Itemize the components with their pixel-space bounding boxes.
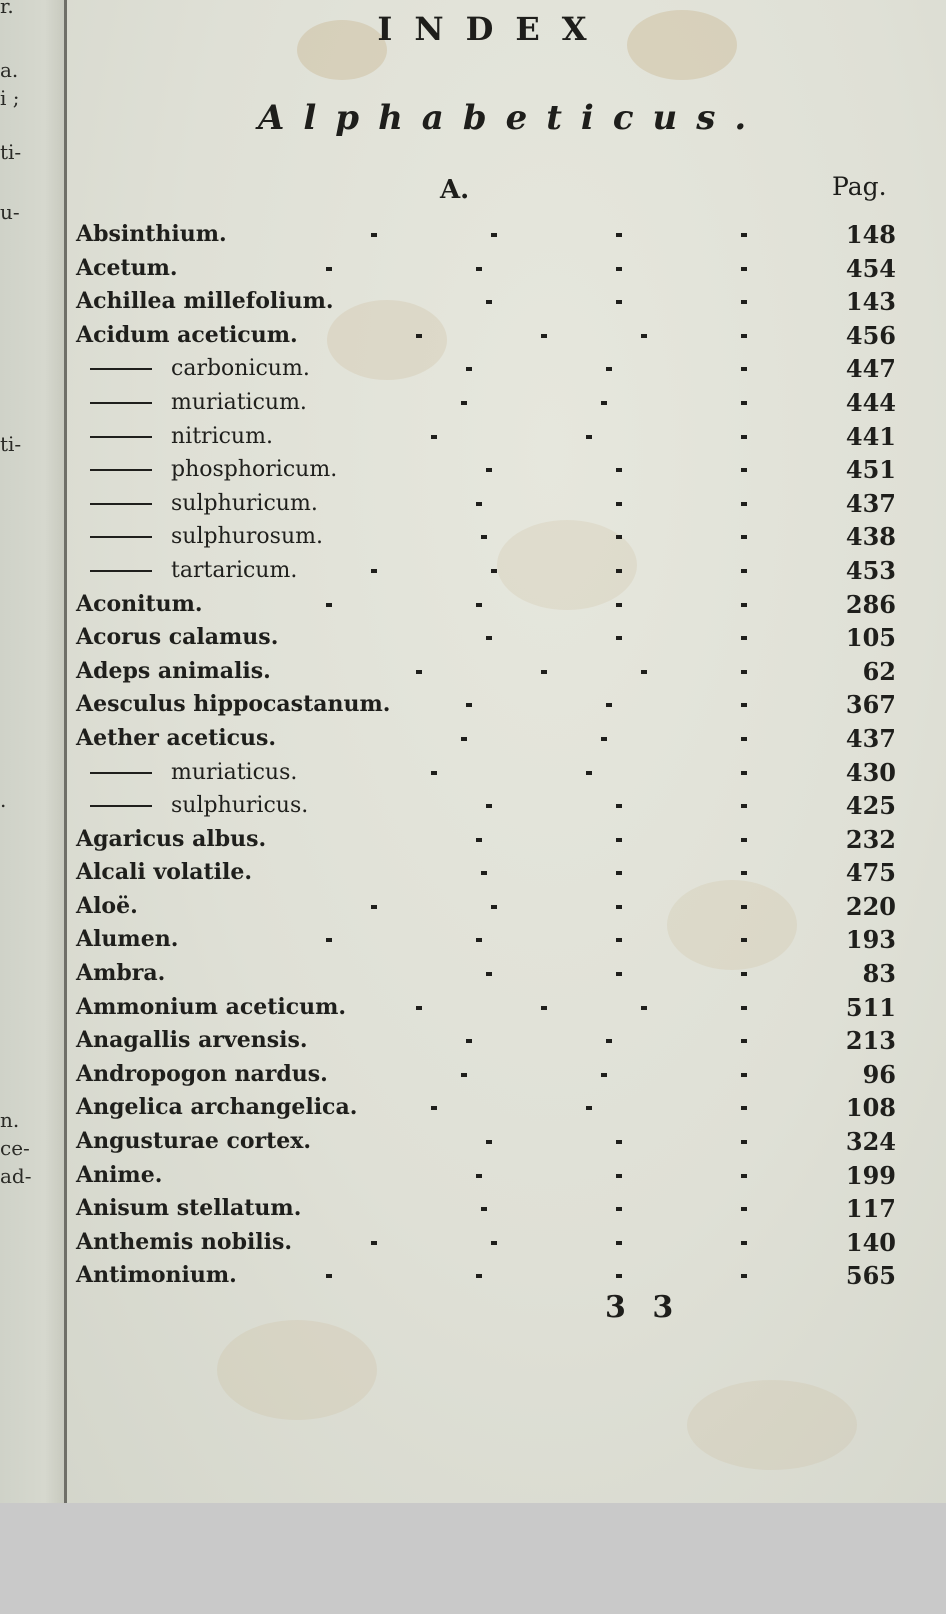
leader-dot <box>741 300 747 304</box>
index-entry <box>76 688 896 722</box>
entry-page-number: 565 <box>845 1261 896 1291</box>
margin-fragment: u- <box>0 200 20 224</box>
index-entry <box>76 1259 896 1293</box>
leader-dot <box>741 334 747 338</box>
leader-dot <box>616 535 622 539</box>
entry-page-number: 438 <box>845 522 896 552</box>
leader-dot <box>616 871 622 875</box>
index-entry <box>76 218 896 252</box>
entry-name: Aesculus hippocastanum. <box>76 691 391 718</box>
leader-dot <box>476 502 482 506</box>
leader-dot <box>741 670 747 674</box>
entry-page-number: 437 <box>845 488 896 518</box>
index-entry <box>76 1159 896 1193</box>
leader-dot <box>541 1006 547 1010</box>
leader-dot <box>616 1274 622 1278</box>
entry-page-number: 425 <box>845 791 896 821</box>
leader-dot <box>616 300 622 304</box>
entry-page-number: 475 <box>845 858 896 888</box>
margin-fragment: ti- <box>0 140 22 164</box>
entry-page-number: 444 <box>845 387 896 417</box>
leader-dot <box>481 1207 487 1211</box>
leader-dot <box>741 502 747 506</box>
entry-name: Angelica archangelica. <box>76 1094 358 1121</box>
entry-name: Aether aceticus. <box>76 724 277 751</box>
margin-fragment: r. <box>0 0 14 18</box>
ditto-dash <box>90 570 152 572</box>
entry-page-number: 96 <box>862 1059 896 1089</box>
leader-dot <box>476 1274 482 1278</box>
index-entry <box>76 1226 896 1260</box>
leader-dot <box>741 1073 747 1077</box>
entry-name: Andropogon nardus. <box>76 1060 328 1087</box>
entry-name: Acetum. <box>76 254 178 281</box>
entry-name: tartaricum. <box>171 557 298 583</box>
entry-page-number: 232 <box>845 824 896 854</box>
leader-dot <box>416 334 422 338</box>
entry-name: carbonicum. <box>171 356 310 382</box>
leader-dot <box>741 535 747 539</box>
leader-dot <box>491 233 497 237</box>
leader-dot <box>641 334 647 338</box>
leader-dot <box>461 1073 467 1077</box>
leader-dot <box>741 703 747 707</box>
index-entry <box>76 991 896 1025</box>
leader-dot <box>586 435 592 439</box>
margin-fragment: n. <box>0 1108 20 1132</box>
entry-name: Antimonium. <box>76 1262 237 1289</box>
leader-dot <box>371 233 377 237</box>
index-entry <box>76 789 896 823</box>
entry-name: Anisum stellatum. <box>76 1195 302 1222</box>
leader-dot <box>741 468 747 472</box>
ditto-dash <box>90 469 152 471</box>
leader-dot <box>431 435 437 439</box>
entry-page-number: 140 <box>845 1227 896 1257</box>
entry-page-number: 511 <box>845 992 896 1022</box>
leader-dot <box>486 300 492 304</box>
leader-dot <box>741 871 747 875</box>
entry-name: nitricum. <box>171 423 273 449</box>
index-entry <box>76 252 896 286</box>
leader-dot <box>741 972 747 976</box>
leader-dot <box>741 267 747 271</box>
leader-dot <box>491 569 497 573</box>
leader-dot <box>741 1006 747 1010</box>
leader-dot <box>491 905 497 909</box>
leader-dot <box>371 905 377 909</box>
index-entry <box>76 957 896 991</box>
entry-page-number: 148 <box>845 220 896 249</box>
entry-name: muriaticum. <box>171 389 307 415</box>
leader-dot <box>476 267 482 271</box>
index-entry <box>76 1024 896 1058</box>
leader-dot <box>601 401 607 405</box>
leader-dot <box>616 569 622 573</box>
margin-fragment: i ; <box>0 86 20 110</box>
index-entry <box>76 319 896 353</box>
leader-dot <box>416 670 422 674</box>
index-entry <box>76 856 896 890</box>
leader-dot <box>741 1106 747 1110</box>
leader-dot <box>616 1241 622 1245</box>
entry-name: Agaricus albus. <box>76 825 267 852</box>
entry-name: Anagallis arvensis. <box>76 1027 308 1054</box>
leader-dot <box>741 1207 747 1211</box>
leader-dot <box>741 938 747 942</box>
leader-dot <box>616 468 622 472</box>
entry-name: Angusturae cortex. <box>76 1128 312 1155</box>
leader-dot <box>486 468 492 472</box>
leader-dot <box>741 233 747 237</box>
leader-dot <box>741 771 747 775</box>
leader-dot <box>616 1140 622 1144</box>
entry-page-number: 220 <box>845 891 896 921</box>
index-entry <box>76 722 896 756</box>
ditto-dash <box>90 503 152 505</box>
index-entry <box>76 386 896 420</box>
page-subtitle: Alphabeticus. <box>258 98 766 138</box>
ditto-dash <box>90 772 152 774</box>
leader-dot <box>616 972 622 976</box>
leader-dot <box>481 871 487 875</box>
entry-page-number: 108 <box>845 1093 896 1123</box>
entry-page-number: 143 <box>845 287 896 317</box>
entry-page-number: 117 <box>845 1194 896 1224</box>
leader-dot <box>641 1006 647 1010</box>
entry-name: Anthemis nobilis. <box>76 1228 293 1255</box>
entry-name: Acidum aceticum. <box>76 321 298 348</box>
leader-dot <box>431 771 437 775</box>
entry-name: phosphoricum. <box>171 457 338 483</box>
entry-page-number: 62 <box>862 656 896 686</box>
page-column-label: Pag. <box>832 172 887 201</box>
entry-page-number: 453 <box>845 555 896 585</box>
entry-page-number: 456 <box>845 320 896 350</box>
index-entry <box>76 1091 896 1125</box>
index-entry <box>76 923 896 957</box>
leader-dot <box>741 1140 747 1144</box>
leader-dot <box>461 401 467 405</box>
entry-name: Adeps animalis. <box>76 657 271 684</box>
entry-page-number: 286 <box>845 589 896 619</box>
leader-dot <box>616 838 622 842</box>
leader-dot <box>371 569 377 573</box>
entry-page-number: 193 <box>845 925 896 955</box>
index-entry <box>76 285 896 319</box>
paper-stain <box>687 1380 857 1470</box>
leader-dot <box>741 636 747 640</box>
leader-dot <box>326 938 332 942</box>
entry-name: Absinthium. <box>76 221 227 247</box>
leader-dot <box>616 938 622 942</box>
entry-name: Aconitum. <box>76 590 203 617</box>
leader-dot <box>486 1140 492 1144</box>
leader-dot <box>741 569 747 573</box>
leader-dot <box>601 1073 607 1077</box>
section-letter: A. <box>440 175 470 205</box>
leader-dot <box>606 1039 612 1043</box>
leader-dot <box>741 435 747 439</box>
leader-dot <box>616 233 622 237</box>
leader-dot <box>486 972 492 976</box>
entry-name: Ambra. <box>76 960 166 987</box>
margin-fragment: a. <box>0 58 19 82</box>
index-entry <box>76 520 896 554</box>
index-entry <box>76 1192 896 1226</box>
entry-page-number: 454 <box>845 253 896 283</box>
index-entry <box>76 756 896 790</box>
leader-dot <box>616 1174 622 1178</box>
index-entry <box>76 352 896 386</box>
leader-dot <box>741 367 747 371</box>
entry-name: sulphuricum. <box>171 490 318 516</box>
leader-dot <box>371 1241 377 1245</box>
leader-dot <box>326 1274 332 1278</box>
index-entry <box>76 1058 896 1092</box>
leader-dot <box>741 838 747 842</box>
leader-dot <box>416 1006 422 1010</box>
leader-dot <box>741 401 747 405</box>
entry-page-number: 447 <box>845 354 896 384</box>
leader-dot <box>586 1106 592 1110</box>
paper-stain <box>217 1320 377 1420</box>
leader-dot <box>466 703 472 707</box>
entry-name: Alcali volatile. <box>76 859 253 886</box>
entry-page-number: 199 <box>845 1160 896 1190</box>
entry-page-number: 83 <box>862 959 896 989</box>
leader-dot <box>466 367 472 371</box>
leader-dot <box>606 703 612 707</box>
leader-dot <box>431 1106 437 1110</box>
leader-dot <box>741 1039 747 1043</box>
leader-dot <box>326 267 332 271</box>
entry-name: Alumen. <box>76 926 179 953</box>
index-entry <box>76 420 896 454</box>
leader-dot <box>641 670 647 674</box>
index-entry <box>76 453 896 487</box>
leader-dot <box>486 804 492 808</box>
leader-dot <box>616 804 622 808</box>
leader-dot <box>741 905 747 909</box>
ditto-dash <box>90 402 152 404</box>
margin-fragment: ad- <box>0 1164 32 1188</box>
entry-name: Anime. <box>76 1161 163 1188</box>
leader-dot <box>616 1207 622 1211</box>
entry-name: Aloë. <box>76 892 138 919</box>
margin-fragment: ce- <box>0 1136 30 1160</box>
index-entry <box>76 1125 896 1159</box>
entry-page-number: 105 <box>845 623 896 653</box>
entry-name: Achillea millefolium. <box>76 288 334 315</box>
index-entry <box>76 621 896 655</box>
leader-dot <box>616 905 622 909</box>
leader-dot <box>491 1241 497 1245</box>
ditto-dash <box>90 436 152 438</box>
ditto-dash <box>90 536 152 538</box>
index-entry-list <box>76 218 896 1293</box>
index-entry <box>76 588 896 622</box>
leader-dot <box>466 1039 472 1043</box>
entry-page-number: 437 <box>845 723 896 753</box>
leader-dot <box>476 938 482 942</box>
leader-dot <box>741 1174 747 1178</box>
leader-dot <box>616 636 622 640</box>
leader-dot <box>741 737 747 741</box>
entry-name: Acorus calamus. <box>76 624 279 651</box>
leader-dot <box>601 737 607 741</box>
leader-dot <box>741 1274 747 1278</box>
scanner-margin <box>0 1503 946 1614</box>
leader-dot <box>741 804 747 808</box>
margin-fragment: ti- <box>0 432 22 456</box>
leader-dot <box>486 636 492 640</box>
leader-dot <box>461 737 467 741</box>
leader-dot <box>606 367 612 371</box>
margin-fragment: . <box>0 788 7 812</box>
signature-mark: 3 3 <box>605 1290 682 1325</box>
index-entry <box>76 487 896 521</box>
leader-dot <box>741 1241 747 1245</box>
leader-dot <box>476 838 482 842</box>
ditto-dash <box>90 368 152 370</box>
leader-dot <box>481 535 487 539</box>
entry-name: sulphurosum. <box>171 524 323 550</box>
index-entry <box>76 554 896 588</box>
entry-page-number: 367 <box>845 690 896 720</box>
leader-dot <box>586 771 592 775</box>
leader-dot <box>476 603 482 607</box>
index-entry <box>76 890 896 924</box>
leader-dot <box>476 1174 482 1178</box>
leader-dot <box>616 502 622 506</box>
page-title: INDEX <box>377 10 609 48</box>
entry-page-number: 430 <box>845 757 896 787</box>
entry-page-number: 441 <box>845 421 896 451</box>
entry-name: muriaticus. <box>171 759 298 785</box>
index-entry <box>76 655 896 689</box>
previous-page-edge <box>0 0 67 1503</box>
leader-dot <box>741 603 747 607</box>
entry-page-number: 451 <box>845 455 896 485</box>
entry-page-number: 324 <box>845 1127 896 1157</box>
entry-page-number: 213 <box>845 1026 896 1056</box>
leader-dot <box>326 603 332 607</box>
entry-name: Ammonium aceticum. <box>76 993 347 1020</box>
leader-dot <box>616 603 622 607</box>
leader-dot <box>616 267 622 271</box>
leader-dot <box>541 670 547 674</box>
ditto-dash <box>90 805 152 807</box>
entry-name: sulphuricus. <box>171 793 309 819</box>
leader-dot <box>541 334 547 338</box>
index-entry <box>76 823 896 857</box>
